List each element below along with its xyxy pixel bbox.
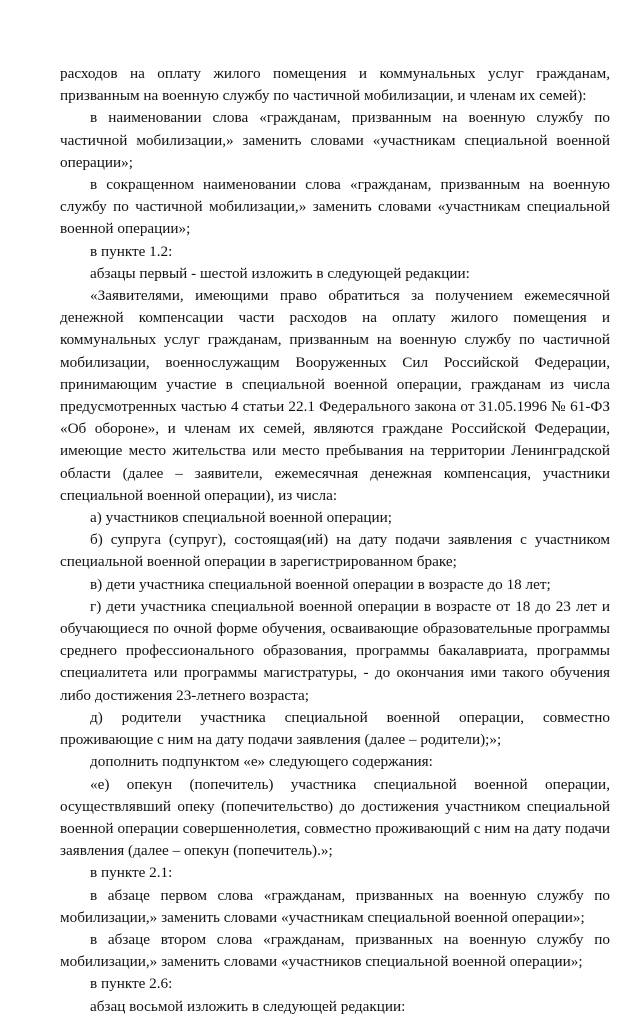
list-item-v: в) дети участника специальной военной операции в возрасте до 18 лет; bbox=[90, 575, 551, 593]
paragraph-short-title-amendment: в сокращенном наименовании слова «гражданам, призванным на военную службу по частичной мобилизации,» заменить словами «участникам специальной военной операции»; bbox=[60, 176, 610, 238]
paragraph-title-amendment: в наименовании слова «гражданам, призванным на военную службу по частичной мобилизации,» заменить словами «участникам специальной военной операции»; bbox=[60, 109, 610, 171]
list-item-b: б) супруга (супруг), состоящая(ий) на дату подачи заявления с участником специальной военной операции в зарегистрированном браке; bbox=[60, 531, 610, 571]
paragraph-add-subpoint-e: дополнить подпунктом «е» следующего содержания: bbox=[90, 753, 433, 771]
list-item-d: д) родители участника специальной военной операции, совместно проживающие с ним на дату подачи заявления (далее – родители);»; bbox=[60, 708, 610, 749]
paragraph-applicants: «Заявителями, имеющими право обратиться за получением ежемесячной денежной компенсации части расходов на оплату жилого помещения и коммунальных услуг гражданам, призванным на военную службу по частичной мобилизации, военнослужащим Вооруженных Сил Российской Федерации, принимающим участие в специальной военной операции, гражданам из числа предусмотренных частью 4 статьи 22.1 Федерального закона от 31.05.1996 № 61-ФЗ «Об обороне», и членам их семей, являются граждане Российской Федерации, имеющие место жительства или место пребывания на территории Ленинградской области (далее – заявители, ежемесячная денежная компенсация, участники специальной военной операции), из числа: bbox=[60, 287, 610, 504]
document-body bbox=[60, 63, 610, 1018]
paragraph-point-2-6: в пункте 2.6: bbox=[90, 975, 173, 993]
paragraph-point-1-2: в пункте 1.2: bbox=[90, 242, 173, 260]
list-item-g: г) дети участника специальной военной операции в возрасте от 18 до 23 лет и обучающиеся по очной форме обучения, осваивающие образовательные программы среднего профессионального образования, программы бакалавриата, программы специалитета или программы магистратуры, - до окончания ими такого обучения либо достижения 23-летнего возраста; bbox=[60, 597, 610, 704]
paragraph-abzacy-1-6: абзацы первый - шестой изложить в следующей редакции: bbox=[90, 264, 470, 282]
paragraph-abzac-eighth: абзац восьмой изложить в следующей редакции: bbox=[90, 997, 406, 1015]
paragraph-abzac-second: в абзаце втором слова «гражданам, призванных на военную службу по мобилизации,» заменить словами «участников специальной военной операции»; bbox=[60, 930, 610, 971]
list-item-e: «е) опекун (попечитель) участника специальной военной операции, осуществлявший опеку (попечительство) до достижения участником специальной военной операции совершеннолетия, совместно проживающий с ним на дату подачи заявления (далее – опекун (попечитель).»; bbox=[60, 775, 610, 860]
list-item-a: а) участников специальной военной операции; bbox=[90, 509, 393, 527]
paragraph-continuation: расходов на оплату жилого помещения и коммунальных услуг гражданам, призванным на военную службу по частичной мобилизации, и членам их семей): bbox=[60, 65, 610, 105]
paragraph-point-2-1: в пункте 2.1: bbox=[90, 864, 173, 882]
paragraph-abzac-first: в абзаце первом слова «гражданам, призванных на военную службу по мобилизации,» заменить словами «участникам специальной военной операции»; bbox=[60, 886, 610, 926]
